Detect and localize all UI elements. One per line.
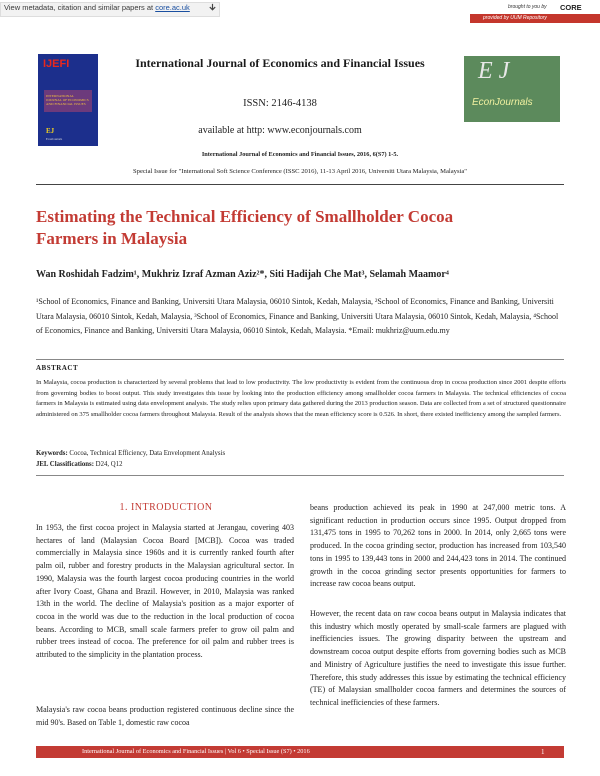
cover-subtitle: INTERNATIONAL JOURNAL OF ECONOMICS AND FINANCIAL ISSUES (46, 94, 89, 106)
journal-website: available at http: www.econjournals.com (198, 125, 362, 136)
cover-ej-sub: EconJournals (46, 137, 63, 141)
download-icon[interactable] (208, 3, 217, 12)
jel-value: D24, Q12 (93, 461, 123, 468)
page-number: 1 (541, 748, 545, 756)
core-metadata-link-text[interactable] (4, 3, 190, 12)
citation-line: International Journal of Economics and Financial Issues, 2016, 6(S7) 1-5. (201, 151, 399, 158)
provided-by-label[interactable]: provided by UUM Repository (483, 15, 547, 21)
journal-title: International Journal of Economics and Financial Issues (135, 56, 425, 70)
core-site-link[interactable]: core.ac.uk (155, 3, 190, 12)
abstract-heading: ABSTRACT (36, 364, 79, 372)
core-link-prefix: View metadata, citation and similar papers at (4, 3, 156, 12)
ej-logo-mark: EJ (478, 58, 516, 84)
brought-by-label: brought to you by (508, 4, 547, 10)
header-divider (36, 184, 564, 185)
body-paragraph: In 1953, the first cocoa project in Malaysia started at Jerangau, covering 403 hectares of land (Malaysian Cocoa Board [MCB]). Cocoa was traded commercially in Malaysia since 1960s and it is currently ranked fourth after palm oil, rubber and forestry products in the Malaysian agricultural sector. In 1990, Malaysia was the fourth largest cocoa producing countries in the world after Ivory Coast, Ghana and Brazil. However, in 2010, Malaysia was ranked 13th in the world. The decline of Malaysia's position as a major exporter of cocoa in the world was due to the reduction in the local production of cocoa beans. According to MCB, small scale farmers prefer to grow oil palm and rubber trees instead of cocoa. The preference for oil palm and rubber trees is attributed to the simplicity in the plantation process. (36, 523, 294, 660)
body-paragraph: beans production achieved its peak in 1990 at 247,000 metric tons. A significant reduction in production occurs since 1995. Output dropped from 131,475 tons in 1995 to 70,262 tons in 2000. In 2014, only 2,665 tons were produced. In the cocoa grinding sector, production has increased from 103,540 tons in 1995 to 139,443 tons in 2000 and 244,423 tons in 2014. The continued growth in the cocoa grinding sector presents opportunities for farmers to increase raw cocoa beans output. (310, 503, 566, 589)
cover-title: IJEFI (43, 58, 70, 70)
author-list: Wan Roshidah Fadzim¹, Mukhriz Izraf Azman Aziz²*, Siti Hadijah Che Mat³, Selamah Maamor⁴ (36, 269, 449, 280)
body-paragraph: Malaysia's raw cocoa beans production registered continuous decline since the mid 90's. Based on Table 1, domestic raw cocoa (36, 705, 294, 727)
ej-logo-text: EconJournals (472, 97, 533, 108)
keywords-label: Keywords: (36, 450, 68, 457)
keywords-line (36, 450, 566, 457)
body-paragraph: However, the recent data on raw cocoa beans output in Malaysia indicates that this industry which mostly operated by small-scale farmers are plagued with inefficiencies issues. The growing disparity between the upstream and downstream cocoa output despite efforts from governing bodies such as MCB and Ministry of Agriculture justifies the need to investigate this issue further. Therefore, this study addresses this issue by estimating the technical efficiency (TE) of Malaysian smallholder cocoa farmers and determines the sources of technical inefficiencies of these farmers. (310, 609, 566, 707)
paper-title: Estimating the Technical Efficiency of Smallholder Cocoa Farmers in Malaysia (36, 207, 454, 248)
jel-label: JEL Classifications: (36, 461, 94, 468)
affiliations: ¹School of Economics, Finance and Banking, Universiti Utara Malaysia, 06010 Sintok, Kedah, Malaysia, ²School of Economics, Finance and Banking, Universiti Utara Malaysia, 06010 Sintok, Kedah, Malaysia, ³School of Economics, Finance and Banking, Universiti Utara Malaysia, 06010 Sintok, Kedah, Malaysia, ⁴School of Economics, Finance and Banking, Universiti Utara Malaysia, 06010 Sintok, Kedah, Malaysia. *Email: mukhriz@uum.edu.my (36, 297, 559, 335)
section-heading-introduction: 1. INTRODUCTION (119, 502, 213, 513)
abstract-divider-bottom (36, 475, 564, 476)
cover-ej-mark: EJ (46, 127, 55, 135)
journal-issn: ISSN: 2146-4138 (243, 98, 317, 109)
special-issue-line: Special Issue for "International Soft Science Conference (ISSC 2016), 11-13 April 2016, Universiti Utara Malaysia, Malaysia" (132, 168, 467, 175)
keywords-value: Cocoa, Technical Efficiency, Data Envelopment Analysis (67, 450, 226, 457)
jel-line (36, 461, 566, 468)
core-logo[interactable]: CORE (560, 3, 582, 12)
footer-text: International Journal of Economics and Financial Issues | Vol 6 • Special Issue (S7) • 2016 (82, 748, 310, 755)
abstract-divider-top (36, 359, 564, 360)
abstract-text: In Malaysia, cocoa production is characterized by several problems that lead to low productivity. The low productivity is evident from the continuous drop in cocoa production since 2001 despite efforts from governing bodies to boost output. This study investigates this issue by looking into the production efficiency among smallholder cocoa farmers in Malaysia. The technical efficiencies of cocoa farmers in Malaysia is estimated using data envelopment analysis. The study relies upon primary data gathered during the 2013 production season. Data are collected from a set of structured questionnaire administered on 375 smallholder cocoa farmers throughout Malaysia. Result of the analysis shows that the mean efficiency score is 0.526. In short, there existed inefficiency among the sampled farmers. (36, 379, 566, 419)
